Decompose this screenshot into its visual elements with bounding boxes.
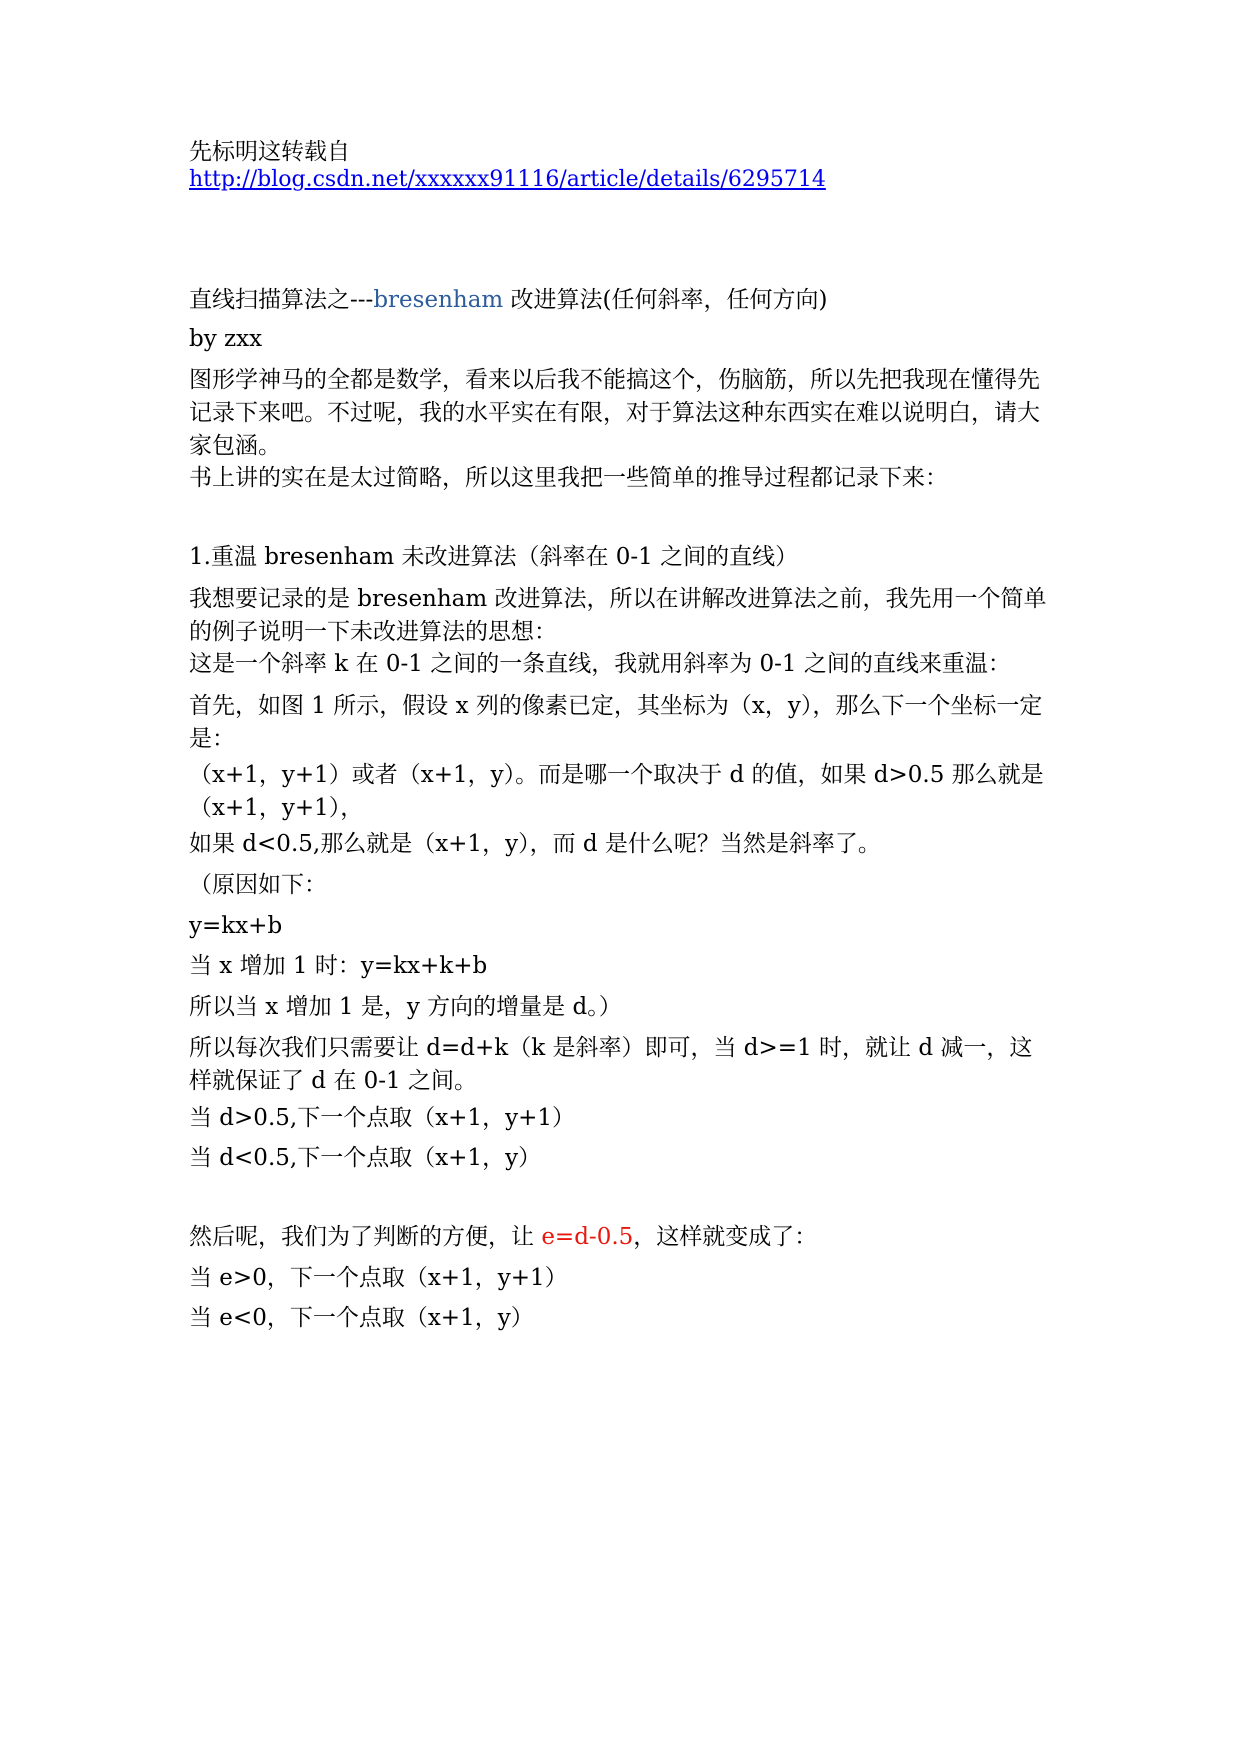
section2-p1 (189, 1221, 817, 1254)
section1-p3: 首先，如图 1 所示，假设 x 列的像素已定，其坐标为（x，y），那么下一个坐标一定是： (189, 693, 1043, 752)
section1-p5: 如果 d<0.5,那么就是（x+1，y），而 d 是什么呢？当然是斜率了。 (189, 831, 881, 857)
article-title (189, 284, 828, 317)
section1-p12: 当 d<0.5,下一个点取（x+1，y） (189, 1145, 542, 1171)
intro-paragraph: 图形学神马的全都是数学，看来以后我不能搞这个，伤脑筋，所以先把我现在懂得先记录下来吧。不过呢，我的水平实在有限，对于算法这种东西实在难以说明白，请大家包涵。 (189, 367, 1040, 459)
formula-line: y=kx+b (189, 913, 283, 939)
section1-p8: 当 x 增加 1 时：y=kx+k+b (189, 953, 488, 979)
section2-p1-highlight: e=d-0.5 (541, 1224, 634, 1250)
section1-p6: （原因如下： (189, 872, 327, 898)
title-prefix: 直线扫描算法之--- (189, 287, 374, 313)
section1-p4: （x+1，y+1）或者（x+1，y）。而是哪一个取决于 d 的值，如果 d>0.5 那么就是（x+1，y+1）， (189, 762, 1044, 821)
source-intro: 先标明这转载自 (189, 139, 350, 165)
title-highlight: bresenham (373, 287, 504, 313)
section2-p1-prefix: 然后呢，我们为了判断的方便，让 (189, 1224, 542, 1250)
section1-p10: 所以每次我们只需要让 d=d+k（k 是斜率）即可，当 d>=1 时，就让 d 减一，这样就保证了 d 在 0-1 之间。 (189, 1035, 1033, 1094)
intro-paragraph-2: 书上讲的实在是太过简略，所以这里我把一些简单的推导过程都记录下来： (189, 465, 948, 491)
section1-p1: 我想要记录的是 bresenham 改进算法，所以在讲解改进算法之前，我先用一个简单的例子说明一下未改进算法的思想： (189, 586, 1047, 645)
section1-p2: 这是一个斜率 k 在 0-1 之间的一条直线，我就用斜率为 0-1 之间的直线来重温： (189, 651, 1011, 677)
section2-p1-suffix: ，这样就变成了： (633, 1224, 818, 1250)
section2-p3: 当 e<0，下一个点取（x+1，y） (189, 1305, 534, 1331)
section1-heading: 1.重温 bresenham 未改进算法（斜率在 0-1 之间的直线） (189, 544, 799, 570)
source-link[interactable]: http://blog.csdn.net/xxxxxx91116/article/details/6295714 (189, 167, 826, 192)
section2-p2: 当 e>0，下一个点取（x+1，y+1） (189, 1265, 568, 1291)
source-link-line (189, 163, 826, 196)
title-suffix: 改进算法(任何斜率，任何方向) (503, 287, 828, 313)
author-line: by zxx (189, 326, 263, 352)
section1-p9: 所以当 x 增加 1 是，y 方向的增量是 d。） (189, 994, 622, 1020)
section1-p11: 当 d>0.5,下一个点取（x+1，y+1） (189, 1105, 575, 1131)
